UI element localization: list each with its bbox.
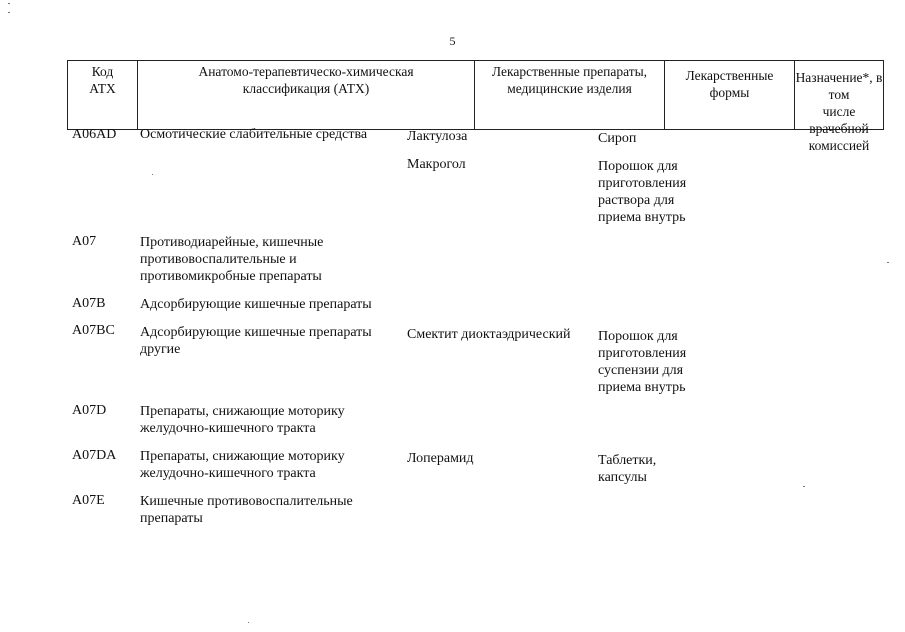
row-form: Порошок для приготовления раствора для приема внутрь xyxy=(598,159,687,225)
page-number: 5 xyxy=(449,34,456,48)
row-atx: Противодиарейные, кишечные противовоспалительные и противомикробные препараты xyxy=(140,235,324,284)
row-atx: Адсорбирующие кишечные препараты другие xyxy=(140,325,372,357)
row-drug: Лактулоза xyxy=(407,129,468,144)
row-code: A07 xyxy=(72,234,97,249)
row-form: Порошок для приготовления суспензии для приема внутрь xyxy=(598,329,687,395)
scan-speck xyxy=(8,3,10,4)
row-form: Таблетки, капсулы xyxy=(598,453,657,485)
scan-speck xyxy=(8,12,10,13)
row-drug: Смектит диоктаэдрический xyxy=(407,327,571,342)
header-atx: Анатомо-терапевтическо-химическая классификация (АТХ) xyxy=(138,61,475,129)
header-purpose: Назначение*, в том числе врачебной комиссией xyxy=(795,70,883,153)
row-code: A07BC xyxy=(72,323,115,338)
row-atx: Препараты, снижающие моторику желудочно-кишечного тракта xyxy=(140,404,345,436)
row-code: A07D xyxy=(72,403,107,418)
row-form: Сироп xyxy=(598,131,637,146)
scan-speck xyxy=(152,174,153,175)
row-code: A06AD xyxy=(72,127,117,142)
row-atx: Осмотические слабительные средства xyxy=(140,127,368,142)
header-forms: Лекарственные формы xyxy=(665,61,795,129)
row-drug: Макрогол xyxy=(407,157,466,172)
row-atx: Адсорбирующие кишечные препараты xyxy=(140,297,372,312)
header-code: Код АТХ xyxy=(68,61,138,129)
scan-speck xyxy=(248,622,249,623)
row-code: A07E xyxy=(72,493,105,508)
row-atx: Препараты, снижающие моторику желудочно-кишечного тракта xyxy=(140,449,345,481)
row-code: A07DA xyxy=(72,448,117,463)
row-code: A07B xyxy=(72,296,106,311)
scan-speck xyxy=(887,262,889,263)
row-atx: Кишечные противовоспалительные препараты xyxy=(140,494,353,526)
header-drugs: Лекарственные препараты, медицинские изделия xyxy=(475,61,665,129)
scan-speck xyxy=(803,486,805,487)
row-drug: Лоперамид xyxy=(407,451,474,466)
